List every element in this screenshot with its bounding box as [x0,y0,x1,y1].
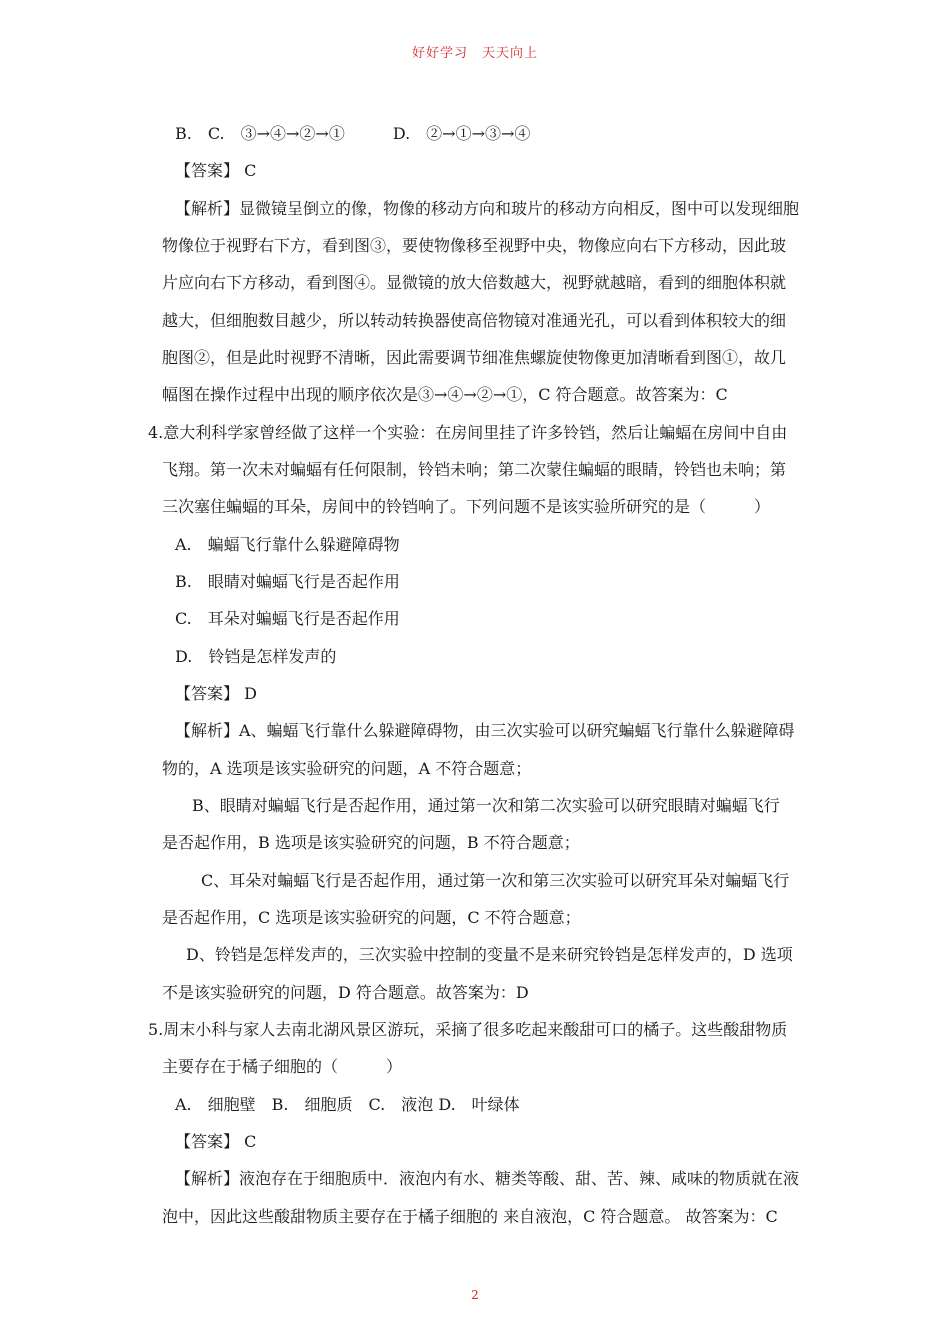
q3-answer: 【答案】 C [175,161,257,180]
q5-stem-line: 5.周末小科与家人去南北湖风景区游玩，采摘了很多吃起来酸甜可口的橘子。这些酸甜物质 [148,1020,788,1039]
q4-option-d: D. 铃铛是怎样发声的 [175,647,337,666]
q3-analysis-line: 【解析】显微镜呈倒立的像，物像的移动方向和玻片的移动方向相反，图中可以发现细胞 [175,199,800,218]
q5-answer: 【答案】 C [175,1132,257,1151]
q4-stem-line: 4.意大利科学家曾经做了这样一个实验：在房间里挂了许多铃铛，然后让蝙蝠在房间中自由 [148,423,788,442]
q4-analysis-line: B、眼睛对蝙蝠飞行是否起作用，通过第一次和第二次实验可以研究眼睛对蝙蝠飞行 [192,796,780,815]
q4-answer: 【答案】 D [175,684,257,703]
page-header: 好好学习 天天向上 [411,46,538,61]
q5-analysis-line: 泡中，因此这些酸甜物质主要存在于橘子细胞的 来自液泡，C 符合题意。 故答案为：C [162,1207,778,1226]
q3-analysis-line: 物像位于视野右下方，看到图③，要使物像移至视野中央，物像应向右下方移动，因此玻 [162,236,787,255]
q5-options: A. 细胞壁 B. 细胞质 C. 液泡 D. 叶绿体 [175,1095,520,1114]
q3-analysis-line: 胞图②，但是此时视野不清晰，因此需要调节细准焦螺旋使物像更加清晰看到图①，故几 [162,348,787,367]
q4-analysis-line: 不是该实验研究的问题，D 符合题意。故答案为：D [162,983,529,1002]
q5-stem-line: 主要存在于橘子细胞的（ ） [162,1057,403,1076]
q4-option-a: A. 蝙蝠飞行靠什么躲避障碍物 [175,535,400,554]
q4-stem-line: 三次塞住蝙蝠的耳朵，房间中的铃铛响了。下列问题不是该实验所研究的是（ ） [162,497,771,516]
q4-analysis-line: 【解析】A、蝙蝠飞行靠什么躲避障碍物，由三次实验可以研究蝙蝠飞行靠什么躲避障碍 [175,721,795,740]
q3-options: B. C. ③→④→②→① D. ②→①→③→④ [175,124,531,143]
q3-analysis-line: 片应向右下方移动，看到图④。显微镜的放大倍数越大，视野就越暗，看到的细胞体积就 [162,273,787,292]
q4-analysis-line: C、耳朵对蝙蝠飞行是否起作用，通过第一次和第三次实验可以研究耳朵对蝙蝠飞行 [201,871,790,890]
q4-option-b: B. 眼睛对蝙蝠飞行是否起作用 [175,572,400,591]
q4-analysis-line: D、铃铛是怎样发声的，三次实验中控制的变量不是来研究铃铛是怎样发声的，D 选项 [186,945,793,964]
q4-stem-line: 飞翔。第一次未对蝙蝠有任何限制，铃铛未响；第二次蒙住蝙蝠的眼睛，铃铛也未响；第 [162,460,787,479]
q4-analysis-line: 是否起作用，C 选项是该实验研究的问题，C 不符合题意； [162,908,581,927]
q3-analysis-line: 越大，但细胞数目越少，所以转动转换器使高倍物镜对准通光孔，可以看到体积较大的细 [162,311,787,330]
q3-analysis-line: 幅图在操作过程中出现的顺序依次是③→④→②→①，C 符合题意。故答案为：C [162,385,728,404]
q4-option-c: C. 耳朵对蝙蝠飞行是否起作用 [175,609,400,628]
q5-analysis-line: 【解析】液泡存在于细胞质中．液泡内有水、糖类等酸、甜、苦、辣、咸味的物质就在液 [175,1169,800,1188]
page-number: 2 [471,1288,479,1302]
q4-analysis-line: 是否起作用，B 选项是该实验研究的问题，B 不符合题意； [162,833,580,852]
q4-analysis-line: 物的，A 选项是该实验研究的问题，A 不符合题意； [162,759,532,778]
